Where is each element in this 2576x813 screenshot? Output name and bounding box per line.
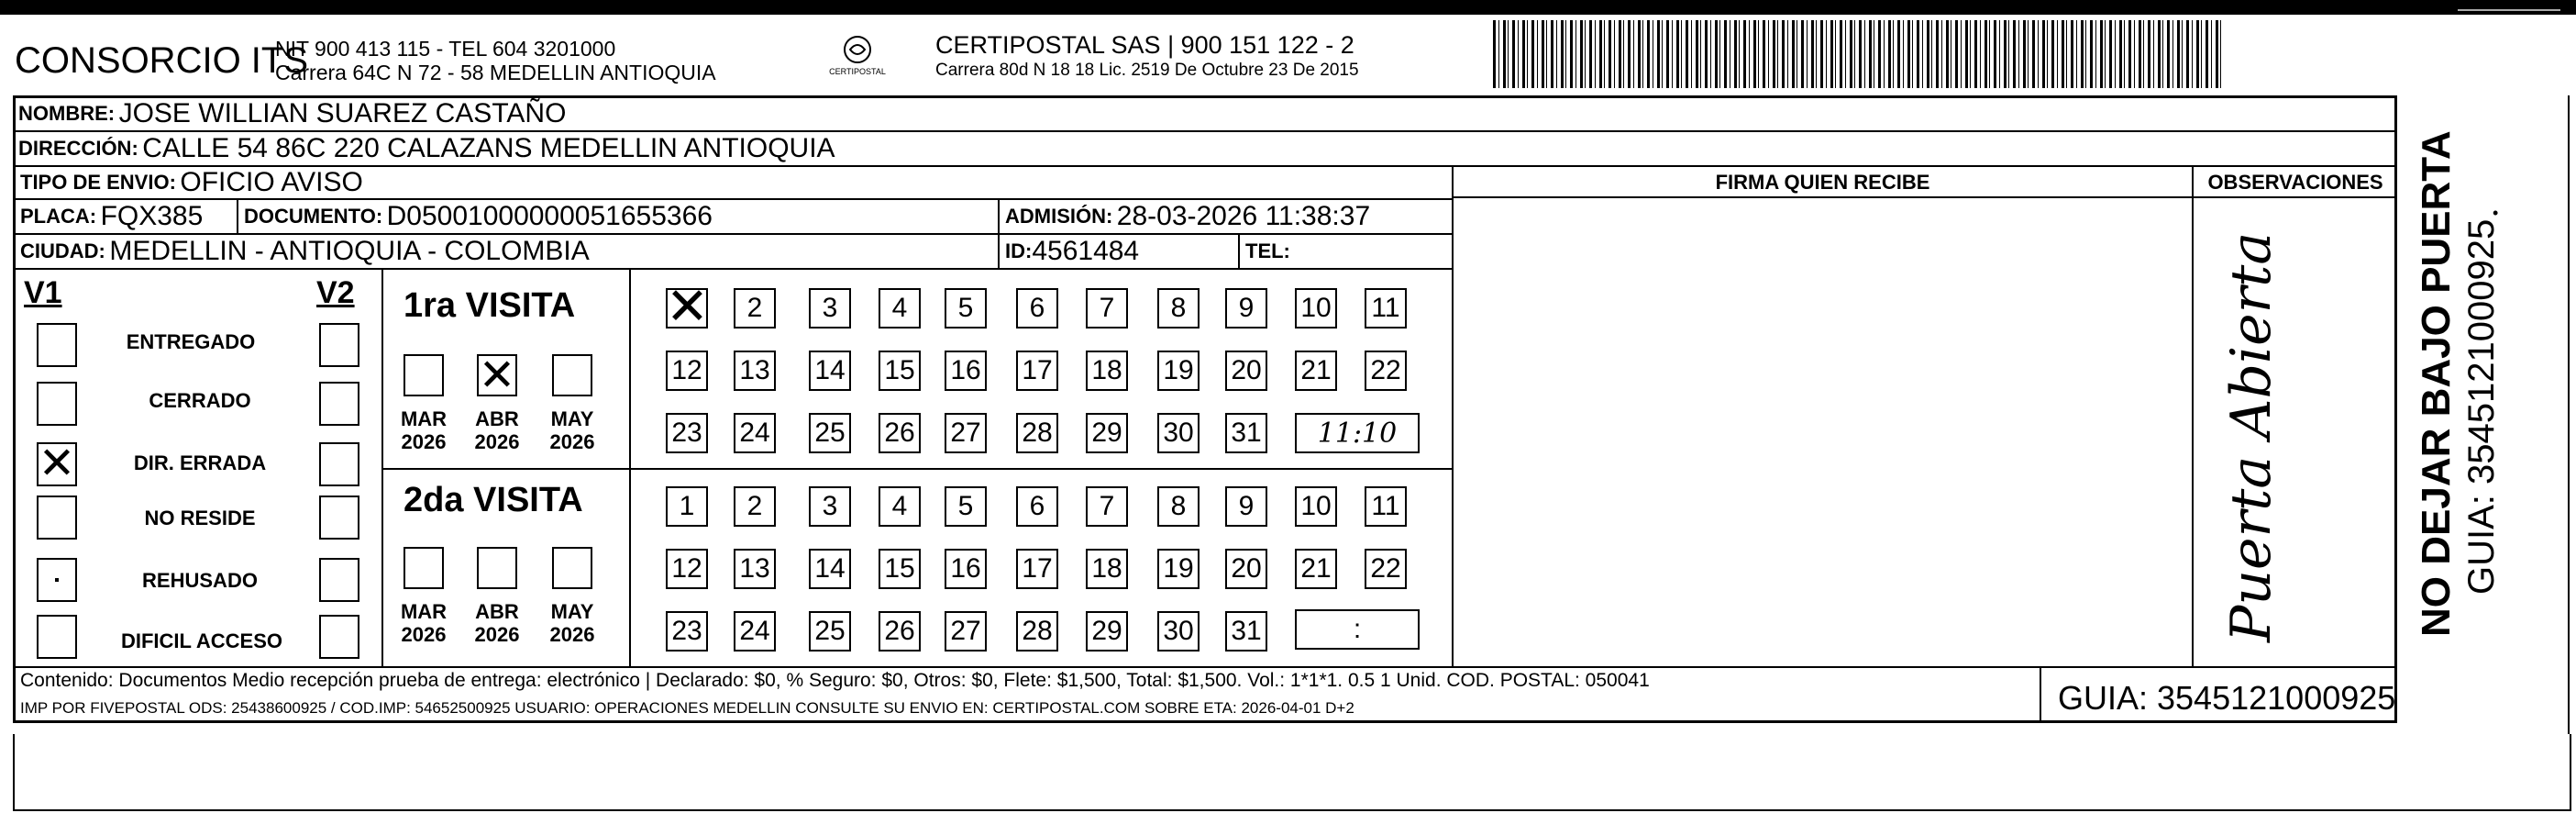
top-black-bar: [0, 0, 2576, 15]
carrier-address: Carrera 80d N 18 18 Lic. 2519 De Octubre 23 De 2015: [935, 61, 1359, 80]
day-box[interactable]: 29: [1086, 611, 1128, 652]
day-box[interactable]: 5: [945, 486, 987, 527]
v2-no-reside-checkbox[interactable]: [319, 496, 359, 540]
day-box[interactable]: 19: [1157, 549, 1200, 589]
company-address: Carrera 64C N 72 - 58 MEDELLIN ANTIOQUIA: [275, 61, 716, 84]
placa-value: FQX385: [100, 201, 204, 231]
v2-rehusado-checkbox[interactable]: [319, 558, 359, 602]
admision-value: 28-03-2026 11:38:37: [1116, 201, 1371, 231]
bottom-empty-area: [13, 734, 2571, 811]
day-box[interactable]: 25: [809, 413, 851, 453]
admision-label: ADMISIÓN:: [1005, 205, 1113, 228]
status-rehusado: REHUSADO: [142, 569, 258, 592]
v1-dificil-acceso-checkbox[interactable]: [37, 615, 77, 659]
day-box[interactable]: 27: [945, 413, 987, 453]
day-box[interactable]: 13: [734, 351, 776, 391]
documento-value: D05001000000051655366: [386, 201, 713, 231]
footer-imp: IMP POR FIVEPOSTAL ODS: 25438600925 / COD.IMP: 54652500925 USUARIO: OPERACIONES MEDELLIN CONSULTE SU ENVIO EN: CERTIPOSTAL.COM SOBRE ETA: 2026-04-01 D+2: [20, 699, 1354, 717]
day-box[interactable]: 4: [879, 486, 921, 527]
id-label: ID:: [1005, 239, 1033, 262]
second-visit-time-box[interactable]: :: [1295, 609, 1420, 650]
day-box[interactable]: 11: [1365, 486, 1407, 527]
day-box[interactable]: 22: [1365, 351, 1407, 391]
v2-cerrado-checkbox[interactable]: [319, 382, 359, 426]
certipostal-logo: [821, 33, 894, 88]
day-box[interactable]: 24: [734, 611, 776, 652]
day-box[interactable]: 21: [1295, 549, 1337, 589]
status-no-reside: NO RESIDE: [144, 507, 256, 529]
company-name: CONSORCIO ITS: [15, 40, 309, 81]
day-box[interactable]: 18: [1086, 351, 1128, 391]
v1-label: V1: [24, 275, 62, 310]
tipo-row: [15, 167, 1452, 200]
day-box[interactable]: 14: [809, 351, 851, 391]
ciudad-value: MEDELLIN - ANTIOQUIA - COLOMBIA: [109, 236, 590, 266]
day-box[interactable]: 2: [734, 486, 776, 527]
company-nit: NIT 900 413 115 - TEL 604 3201000: [275, 37, 616, 61]
footer-guia: GUIA: 3545121000925: [2058, 679, 2396, 717]
day-box[interactable]: 28: [1016, 611, 1058, 652]
first-visit-month-may[interactable]: [552, 354, 592, 396]
side-guia: GUIA: 3545121000925: [2461, 218, 2502, 595]
day-box[interactable]: 26: [879, 413, 921, 453]
day-box[interactable]: 2: [734, 288, 776, 329]
status-cerrado: CERRADO: [149, 389, 251, 412]
second-visit-label-may: MAY 2026: [549, 600, 595, 646]
day-box[interactable]: 25: [809, 611, 851, 652]
day-box[interactable]: 8: [1157, 288, 1200, 329]
v2-label: V2: [316, 275, 355, 310]
day-box[interactable]: 30: [1157, 413, 1200, 453]
tipo-label: TIPO DE ENVIO:: [20, 171, 176, 194]
v2-dificil-acceso-checkbox[interactable]: [319, 615, 359, 659]
footer-contenido: Contenido: Documentos Medio recepción prueba de entrega: electrónico | Declarado: $0, % Seguro: $0, Otros: $0, Flete: $1,500, Total: $1,500. Vol.: 1*1*1. 0.5 1 Unid. COD. POSTAL: 050041: [20, 670, 1650, 691]
day-box[interactable]: 12: [666, 351, 708, 391]
day-box[interactable]: 31: [1225, 413, 1267, 453]
status-dificil-acceso: DIFICIL ACCESO: [120, 629, 282, 652]
day-box[interactable]: 13: [734, 549, 776, 589]
ciudad-label: CIUDAD:: [20, 239, 105, 262]
day-box[interactable]: 21: [1295, 351, 1337, 391]
second-visit-month-may[interactable]: [552, 547, 592, 589]
day-box[interactable]: 7: [1086, 288, 1128, 329]
day-box[interactable]: 17: [1016, 351, 1058, 391]
direccion-value: CALLE 54 86C 220 CALAZANS MEDELLIN ANTIOQUIA: [142, 133, 835, 163]
day-box[interactable]: 9: [1225, 288, 1267, 329]
obs-left-line: [2192, 167, 2194, 666]
day-box[interactable]: 6: [1016, 288, 1058, 329]
documento-label: DOCUMENTO:: [244, 205, 383, 228]
rehusado-dot: [55, 578, 59, 582]
admision-cell: [1000, 200, 1452, 235]
day-box[interactable]: 23: [666, 413, 708, 453]
second-visit-month-abr[interactable]: [477, 547, 517, 589]
carrier-name: CERTIPOSTAL SAS | 900 151 122 - 2: [935, 31, 1354, 59]
v1-no-reside-checkbox[interactable]: [37, 496, 77, 540]
day-box[interactable]: 23: [666, 611, 708, 652]
second-visit-title: 2da VISITA: [404, 481, 583, 519]
day-box[interactable]: 4: [879, 288, 921, 329]
v1-entregado-checkbox[interactable]: [37, 323, 77, 367]
nombre-label: NOMBRE:: [18, 102, 116, 125]
v2-dir-errada-checkbox[interactable]: [319, 442, 359, 486]
firma-label: FIRMA QUIEN RECIBE: [1715, 171, 1930, 194]
placa-label: PLACA:: [20, 205, 97, 228]
nombre-value: JOSE WILLIAN SUAREZ CASTAÑO: [118, 98, 567, 128]
first-visit-title: 1ra VISITA: [404, 286, 576, 325]
second-visit-label-abr: ABR 2026: [474, 600, 520, 646]
observaciones-label: OBSERVACIONES: [2207, 171, 2383, 194]
day-box[interactable]: 20: [1225, 351, 1267, 391]
day-box[interactable]: 16: [945, 549, 987, 589]
day-box[interactable]: 16: [945, 351, 987, 391]
tel-label: TEL:: [1245, 239, 1290, 262]
day-box[interactable]: 15: [879, 351, 921, 391]
firma-header-line: [1454, 196, 2395, 198]
day-box[interactable]: 3: [809, 288, 851, 329]
day-box[interactable]: 12: [666, 549, 708, 589]
day-box[interactable]: 27: [945, 611, 987, 652]
day-box[interactable]: 8: [1157, 486, 1200, 527]
placa-cell: [15, 200, 238, 235]
day-box[interactable]: 30: [1157, 611, 1200, 652]
day-box[interactable]: 22: [1365, 549, 1407, 589]
tel-cell: [1240, 235, 1452, 270]
day-box[interactable]: 17: [1016, 549, 1058, 589]
footer-top-line: [15, 666, 2395, 668]
no-dejar-bajo-puerta: NO DEJAR BAJO PUERTA: [2414, 130, 2459, 637]
tipo-value: OFICIO AVISO: [180, 167, 363, 197]
second-visit-month-mar[interactable]: [404, 547, 444, 589]
status-entregado: ENTREGADO: [126, 330, 256, 353]
day-box[interactable]: 9: [1225, 486, 1267, 527]
footer-guia-divider: [2040, 668, 2041, 721]
day-box[interactable]: 31: [1225, 611, 1267, 652]
documento-cell: [238, 200, 1000, 235]
day-box[interactable]: 18: [1086, 549, 1128, 589]
day-box[interactable]: 10: [1295, 288, 1337, 329]
direccion-row: [15, 132, 2395, 167]
svg-text:CERTIPOSTAL: CERTIPOSTAL: [829, 67, 886, 76]
nombre-row: [15, 97, 2395, 132]
day-box[interactable]: 29: [1086, 413, 1128, 453]
first-visit-label-may: MAY 2026: [549, 407, 595, 453]
day-box[interactable]: 3: [809, 486, 851, 527]
corner-mark: [2458, 9, 2560, 11]
barcode: [1493, 20, 2222, 88]
first-visit-time-box[interactable]: 11:10: [1295, 413, 1420, 453]
first-visit-label-mar: MAR 2026: [400, 407, 448, 453]
first-visit-month-mar[interactable]: [404, 354, 444, 396]
day-box[interactable]: 6: [1016, 486, 1058, 527]
day-box[interactable]: 10: [1295, 486, 1337, 527]
first-visit-label-abr: ABR 2026: [474, 407, 520, 453]
side-mark: •: [2493, 204, 2499, 222]
day-box[interactable]: 26: [879, 611, 921, 652]
day-box[interactable]: 20: [1225, 549, 1267, 589]
second-visit-label-mar: MAR 2026: [400, 600, 448, 646]
day-box[interactable]: 14: [809, 549, 851, 589]
day-box[interactable]: 7: [1086, 486, 1128, 527]
day-box[interactable]: 28: [1016, 413, 1058, 453]
day-box[interactable]: 15: [879, 549, 921, 589]
day-box[interactable]: 5: [945, 288, 987, 329]
status-dir-errada: DIR. ERRADA: [133, 451, 267, 474]
direccion-label: DIRECCIÓN:: [18, 137, 138, 160]
ciudad-cell: [15, 235, 1000, 270]
day-box[interactable]: 19: [1157, 351, 1200, 391]
v1-cerrado-checkbox[interactable]: [37, 382, 77, 426]
first-visit-abr-check-mark: ✕: [478, 351, 516, 400]
day-box[interactable]: 24: [734, 413, 776, 453]
first-visit-day-check-mark: ✕: [666, 277, 709, 335]
v1-dir-errada-check-mark: ✕: [38, 440, 76, 488]
firma-left-line: [1452, 167, 1454, 666]
handwritten-observation: Puerta Abierta: [2219, 231, 2283, 642]
day-box[interactable]: 1: [666, 486, 708, 527]
id-value: 4561484: [1032, 236, 1140, 266]
id-cell: [1000, 235, 1240, 270]
day-box[interactable]: 11: [1365, 288, 1407, 329]
visit-split-line: [383, 468, 1452, 470]
right-edge-line: [2568, 95, 2570, 734]
v2-entregado-checkbox[interactable]: [319, 323, 359, 367]
